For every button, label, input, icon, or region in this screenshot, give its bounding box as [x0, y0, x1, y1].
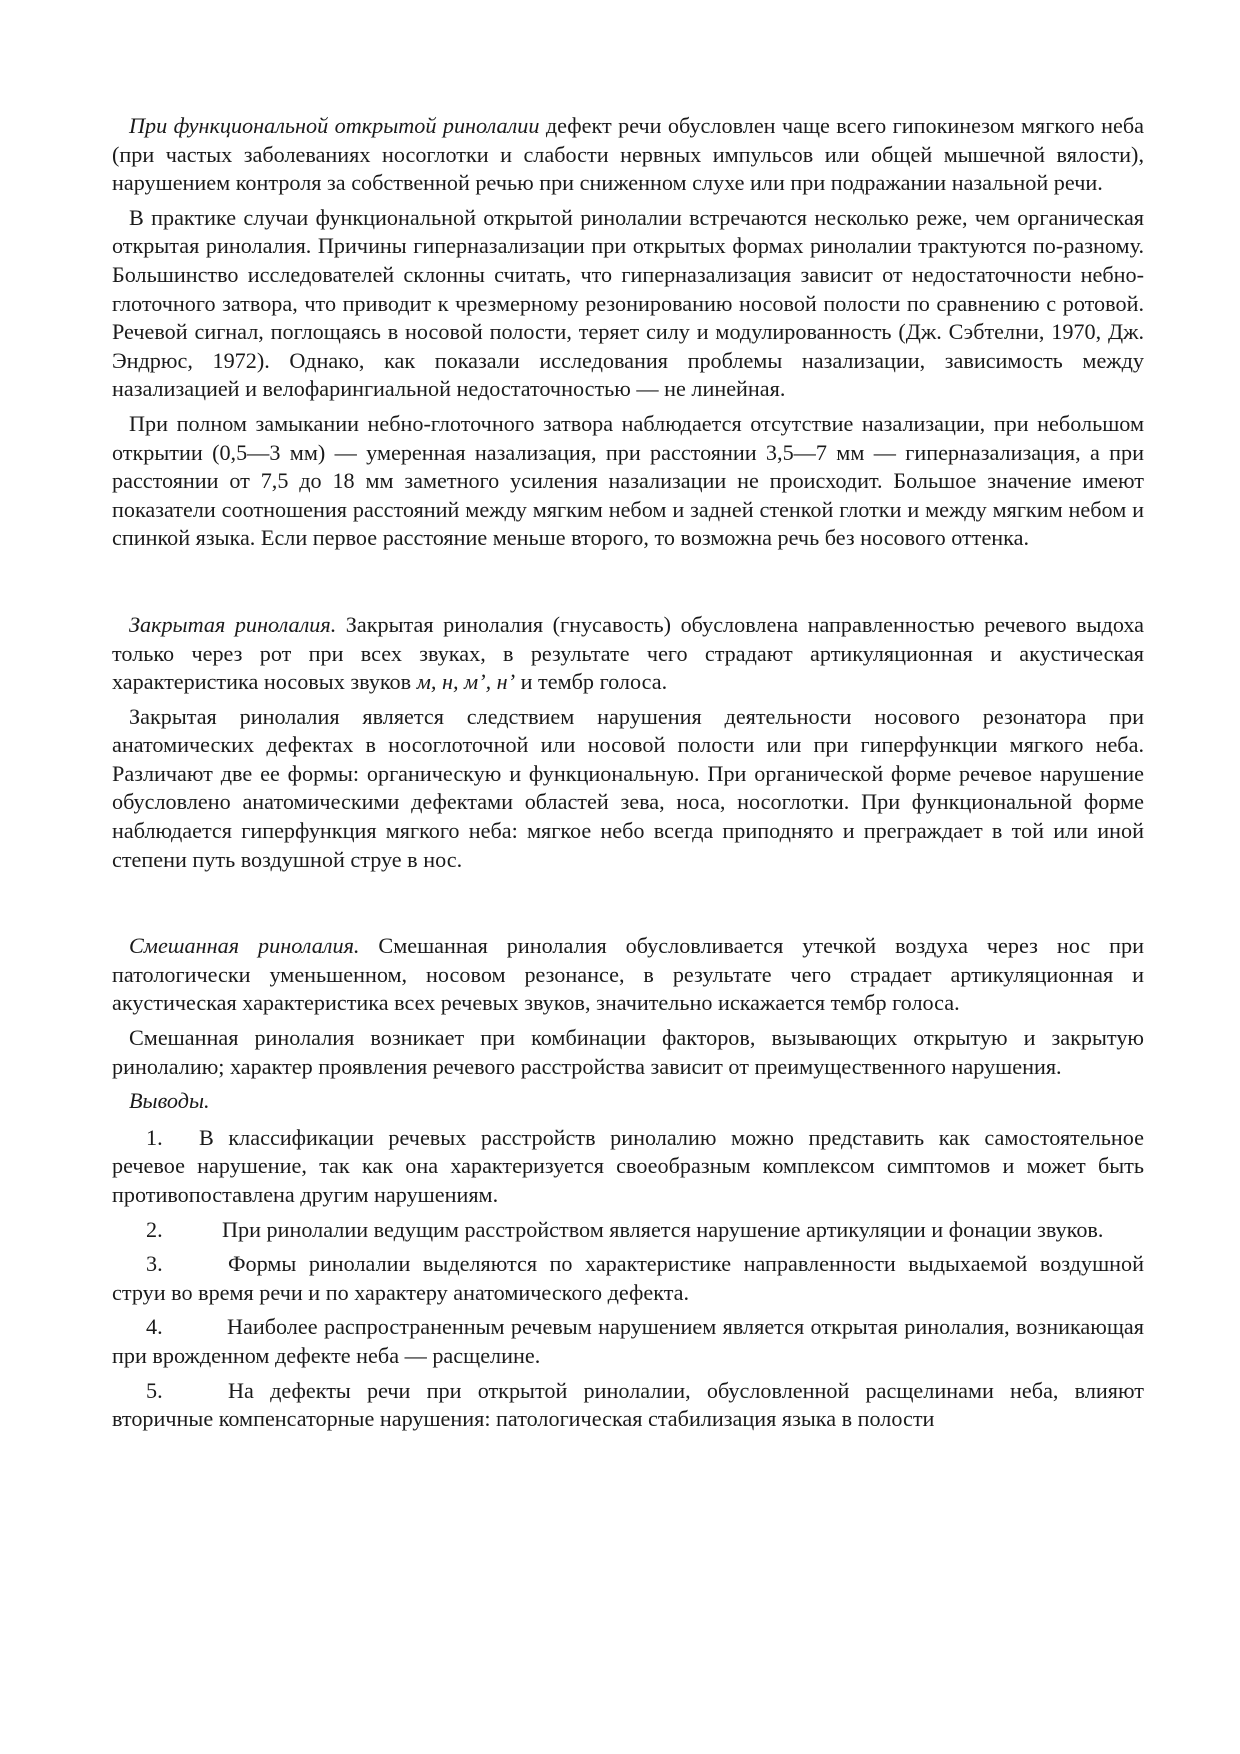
section-gap	[112, 880, 1144, 932]
mixed-rhinolalia-factors-paragraph: Смешанная ринолалия возникает при комбинации факторов, вызывающих открытую и закрытую ринолалию; характер проявления речевого расстройства зависит от преимущественного нарушения.	[112, 1025, 1144, 1079]
conclusion-item	[112, 1313, 1144, 1370]
conclusion-text: Наиболее распространенным речевым нарушением является открытая ринолалия, возникающая при врожденном дефекте неба — расщелине.	[112, 1314, 1144, 1368]
conclusion-number: 2.	[146, 1216, 163, 1242]
conclusion-text: В классификации речевых расстройств ринолалию можно представить как самостоятельное речевое нарушение, так как она характеризуется своеобразным комплексом симптомов и может быть противопоставлена другим нарушениям.	[112, 1124, 1144, 1207]
conclusion-text: Формы ринолалии выделяются по характеристике направленности выдыхаемой воздушной струи во время речи и по характеру анатомического дефекта.	[112, 1251, 1144, 1305]
conclusion-item	[112, 1216, 1144, 1245]
conclusion-text: На дефекты речи при открытой ринолалии, обусловленной расщелинами неба, влияют вторичные компенсаторные нарушения: патологическая стабилизация языка в полости	[112, 1377, 1144, 1432]
closed-rhinolalia-definition-paragraph	[112, 611, 1144, 697]
conclusion-item	[112, 1124, 1144, 1210]
section-gap	[112, 559, 1144, 611]
open-rhinolalia-functional-lead: При функциональной открытой ринолалии	[129, 113, 540, 138]
closed-rhinolalia-lead: Закрытая ринолалия.	[129, 611, 337, 637]
conclusions-title: Выводы.	[129, 1088, 210, 1114]
conclusion-number: 5.	[146, 1377, 163, 1403]
conclusion-text: При ринолалии ведущим расстройством является нарушение артикуляции и фонации звуков.	[222, 1216, 1104, 1242]
mixed-rhinolalia-text: Смешанная ринолалия обусловливается утечкой воздуха через нос при патологически уменьшенном, носовом резонансе, в результате чего страдает артикуляционная и акустическая характеристика всех речевых звуков, значительно искажается тембр голоса.	[112, 933, 1144, 1016]
conclusion-number: 3.	[146, 1251, 163, 1277]
closed-rhinolalia-text-before: Закрытая ринолалия (гнусавость) обусловлена направленностью речевого выдоха только через рот при всех звуках, в результате чего страдают артикуляционная и акустическая характеристика носовых звуков	[112, 611, 1145, 695]
conclusion-number: 4.	[146, 1314, 163, 1340]
conclusion-item	[112, 1250, 1144, 1307]
closed-rhinolalia-forms-paragraph: Закрытая ринолалия является следствием нарушения деятельности носового резонатора при анатомических дефектах в носоглоточной или носовой полости или при гиперфункции мягкого неба. Различают две ее формы: органическую и функциональную. При органической форме речевое нарушение обусловлено анатомическими дефектами областей зева, носа, носоглотки. При функциональной форме наблюдается гиперфункция мягкого неба: мягкое небо всегда приподнято и преграждает в той или иной степени путь воздушной струе в нос.	[112, 703, 1144, 872]
open-rhinolalia-practice-paragraph: В практике случаи функциональной открытой ринолалии встречаются несколько реже, чем органическая открытая ринолалия. Причины гиперназализации при открытых формах ринолалии трактуются по-разному. Большинство исследователей склонны считать, что гиперназализация зависит от недостаточности небно-глоточного затвора, что приводит к чрезмерному резонированию носовой полости по сравнению с ротовой. Речевой сигнал, поглощаясь в носовой полости, теряет силу и модулированность (Дж. Сэбтелни, 1970, Дж. Эндрюс, 1972). Однако, как показали исследования проблемы назализации, зависимость между назализацией и велофарингиальной недостаточностью — не линейная.	[112, 204, 1144, 402]
conclusion-number: 1.	[146, 1124, 163, 1150]
conclusion-item	[112, 1377, 1144, 1434]
mixed-rhinolalia-lead: Смешанная ринолалия.	[129, 933, 360, 959]
mixed-rhinolalia-definition-paragraph	[112, 932, 1144, 1018]
open-rhinolalia-functional-text: дефект речи обусловлен чаще всего гипокинезом мягкого неба (при частых заболеваниях носоглотки и слабости нервных импульсов или общей мышечной вялости), нарушением контроля за собственной речью при сниженном слухе или при подражании назальной речи.	[112, 113, 1144, 196]
open-rhinolalia-functional-paragraph	[112, 112, 1144, 198]
nasal-sounds: м, н, м’, н’	[416, 669, 516, 695]
document-page	[112, 112, 1144, 1440]
closed-rhinolalia-text-after: и тембр голоса.	[515, 669, 668, 695]
open-rhinolalia-closure-paragraph: При полном замыкании небно-глоточного затвора наблюдается отсутствие назализации, при небольшом открытии (0,5—3 мм) — умеренная назализация, при расстоянии 3,5—7 мм — гиперназализация, а при расстоянии от 7,5 до 18 мм заметного усиления назализации не происходит. Большое значение имеют показатели соотношения расстояний между мягким небом и задней стенкой глотки и между мягким небом и спинкой языка. Если первое расстояние меньше второго, то возможна речь без носового оттенка.	[112, 410, 1144, 551]
